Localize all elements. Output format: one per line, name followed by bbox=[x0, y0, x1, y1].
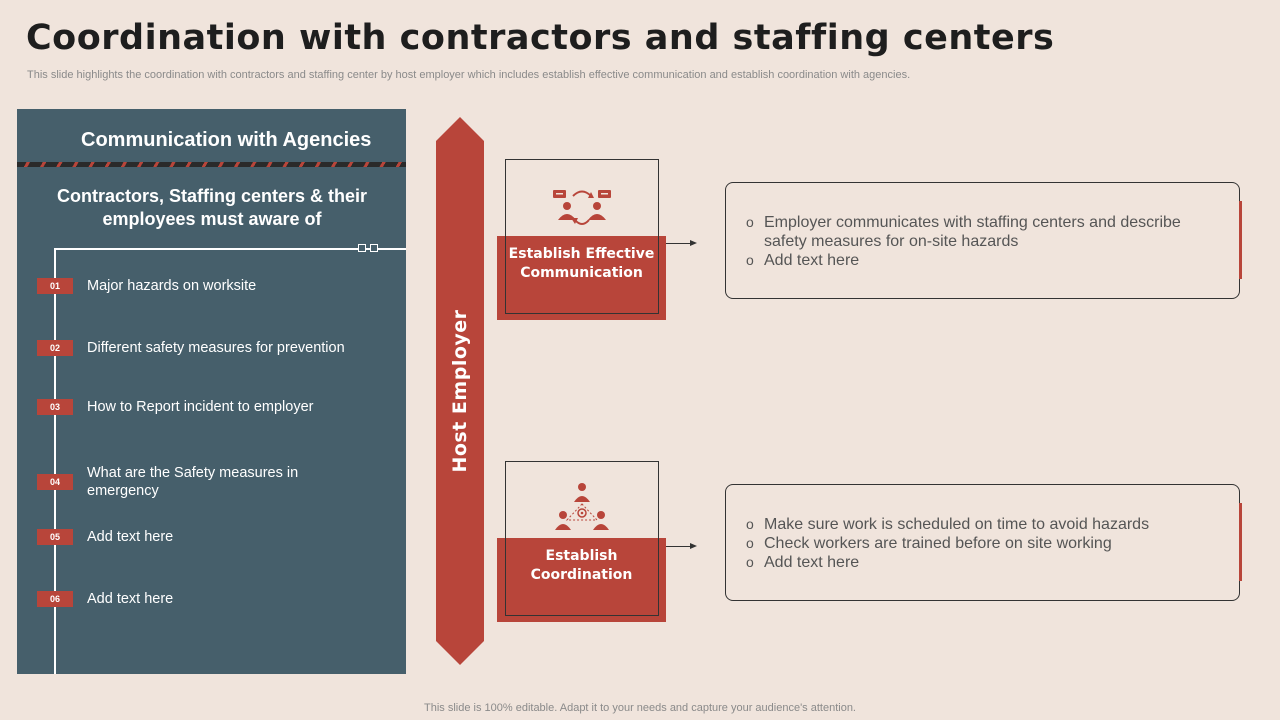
arrow-head-icon bbox=[690, 543, 697, 549]
bullet-text: Check workers are trained before on site working bbox=[764, 535, 1112, 552]
item-number-badge: 06 bbox=[37, 591, 73, 607]
footer-note: This slide is 100% editable. Adapt it to your needs and capture your audience's attention. bbox=[424, 702, 856, 714]
item-number-badge: 03 bbox=[37, 399, 73, 415]
bullet-circle-icon: o bbox=[746, 554, 754, 570]
bullet-text: Make sure work is scheduled on time to avoid hazards bbox=[764, 516, 1150, 533]
item-text: Add text here bbox=[87, 529, 174, 545]
page-subtitle: This slide highlights the coordination with contractors and staffing center by host employer which includes establish effective communication and establish coordination with agencies. bbox=[27, 69, 911, 81]
team-coordination-icon bbox=[553, 482, 611, 539]
host-employer-label: Host Employer bbox=[449, 309, 471, 473]
item-number-badge: 02 bbox=[37, 340, 73, 356]
bullet-circle-icon: o bbox=[746, 252, 754, 268]
bullet-circle-icon: o bbox=[746, 516, 754, 532]
item-number-badge: 04 bbox=[37, 474, 73, 490]
bullet-circle-icon: o bbox=[746, 214, 754, 230]
timeline-top-line bbox=[54, 248, 406, 250]
panel-title: Communication with Agencies bbox=[81, 129, 372, 151]
item-text: Different safety measures for prevention bbox=[87, 340, 345, 356]
bullet-circle-icon: o bbox=[746, 535, 754, 551]
panel-divider bbox=[17, 162, 406, 167]
item-number-badge: 05 bbox=[37, 529, 73, 545]
connector-line bbox=[666, 243, 690, 244]
item-number-badge: 01 bbox=[37, 278, 73, 294]
card-label: Establish Effective Communication bbox=[508, 246, 655, 281]
page-title: Coordination with contractors and staffing centers bbox=[26, 18, 1055, 58]
communication-info-box bbox=[725, 182, 1240, 299]
item-text: Add text here bbox=[87, 591, 174, 607]
coordination-info-box bbox=[725, 484, 1240, 601]
info-accent bbox=[1239, 503, 1242, 581]
panel-subtitle: Contractors, Staffing centers & their employees must aware of bbox=[56, 186, 368, 229]
bullet-text: Add text here bbox=[764, 554, 860, 571]
item-text: How to Report incident to employer bbox=[87, 399, 314, 415]
bullet-text: Employer communicates with staffing centers and describe safety measures for on-site hazards bbox=[764, 214, 1181, 250]
communication-people-icon bbox=[553, 188, 613, 233]
arrow-head-icon bbox=[690, 240, 697, 246]
timeline-marker bbox=[370, 244, 378, 252]
timeline-marker bbox=[358, 244, 366, 252]
timeline-line bbox=[54, 248, 56, 674]
item-text: What are the Safety measures in emergency bbox=[87, 465, 299, 499]
info-accent bbox=[1239, 201, 1242, 279]
bullet-text: Add text here bbox=[764, 252, 860, 269]
connector-line bbox=[666, 546, 690, 547]
card-label: Establish Coordination bbox=[530, 548, 633, 583]
communication-panel bbox=[17, 109, 406, 674]
communication-frame bbox=[505, 159, 659, 314]
item-text: Major hazards on worksite bbox=[87, 278, 257, 294]
